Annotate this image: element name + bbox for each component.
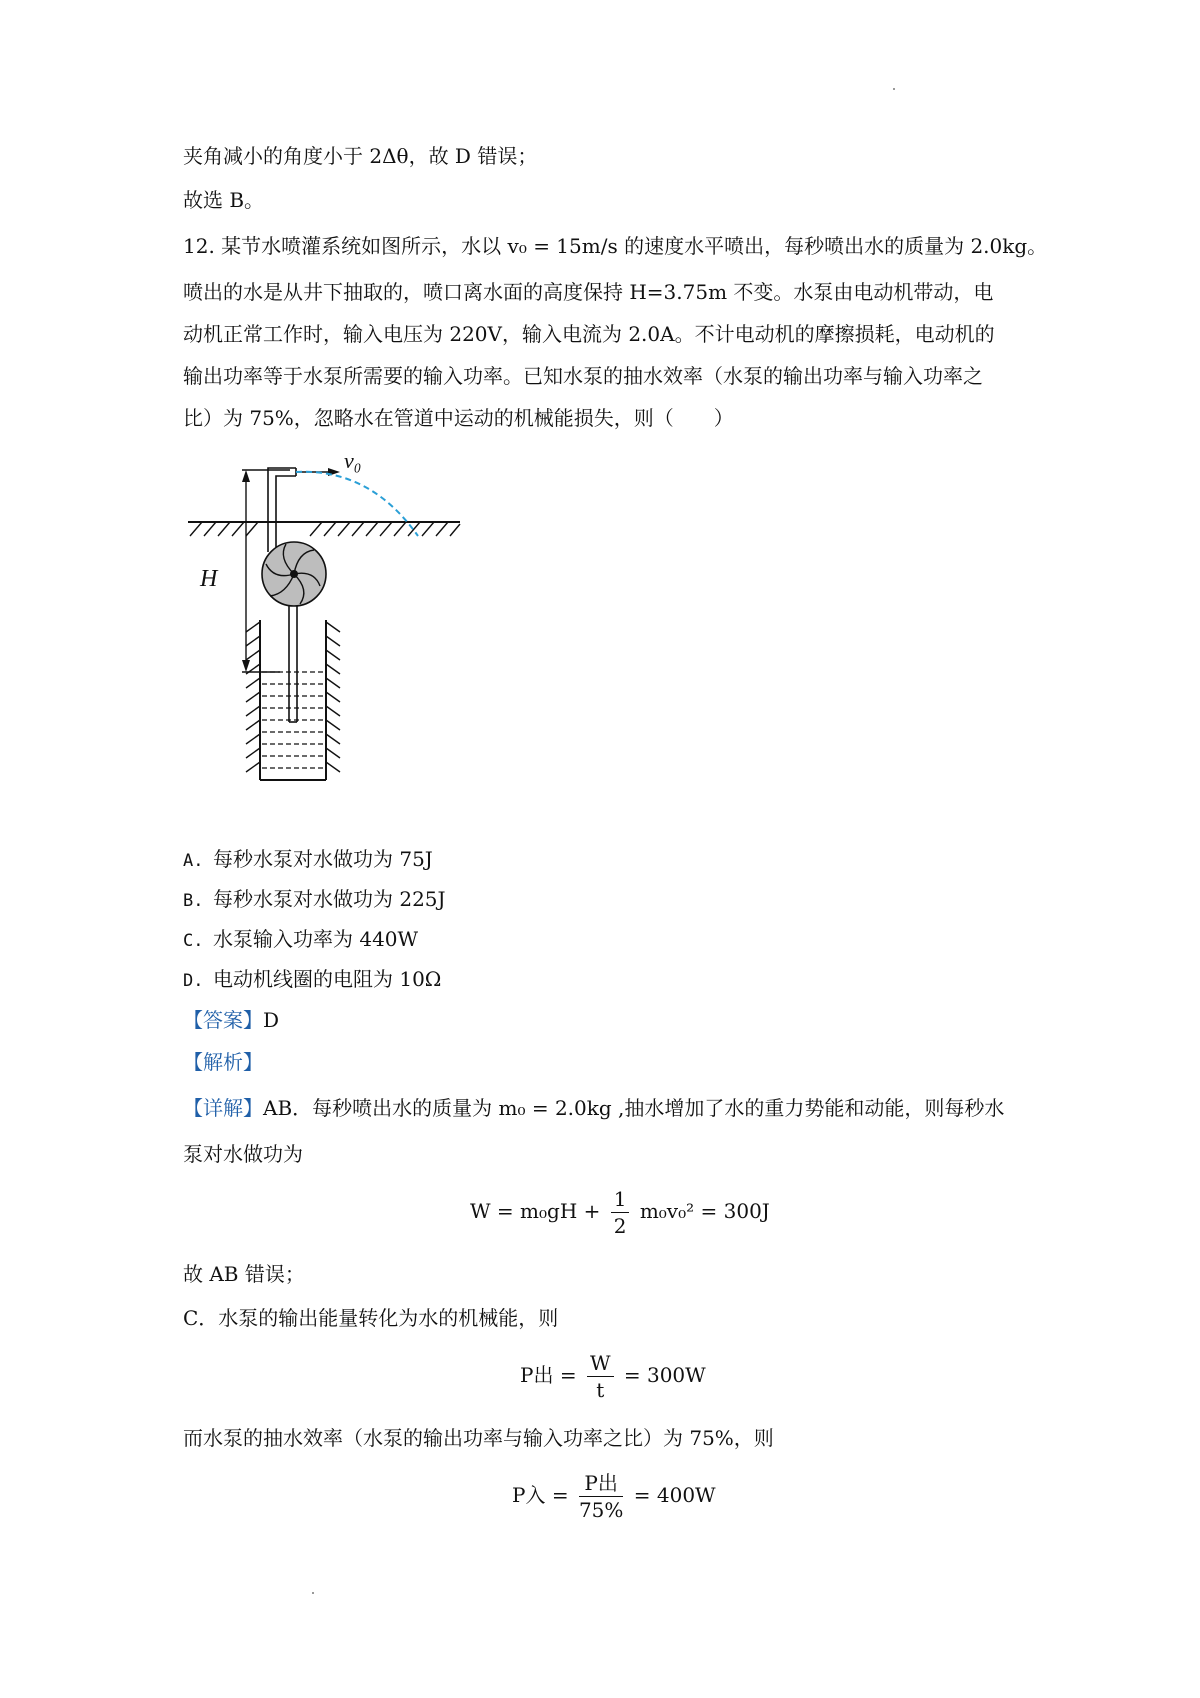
option-b: B. 每秒水泵对水做功为 225J <box>183 887 446 911</box>
scan-dot <box>312 1592 314 1594</box>
detail-line: 【详解】AB．每秒喷出水的质量为 m₀ = 2.0kg ,抽水增加了水的重力势能和动能，则每秒水 <box>183 1096 1005 1120</box>
question-line: 输出功率等于水泵所需要的输入功率。已知水泵的抽水效率（水泵的输出功率与输入功率之 <box>183 364 983 388</box>
detail-line: 故 AB 错误； <box>183 1262 305 1286</box>
analysis-line: 【解析】 <box>183 1050 263 1074</box>
question-line: 比）为 75%，忽略水在管道中运动的机械能损失，则（ ） <box>183 406 734 430</box>
option-c: C. 水泵输入功率为 440W <box>183 927 419 951</box>
option-a: A. 每秒水泵对水做功为 75J <box>183 847 433 871</box>
equation-input-power: P入 = $\frac{\text{P出}}{75\%}$ = 400W <box>512 1471 716 1522</box>
question-line: 喷出的水是从井下抽取的，喷口离水面的高度保持 H=3.75m 不变。水泵由电动机带动，电 <box>183 280 994 304</box>
answer-line: 【答案】D <box>183 1008 280 1032</box>
pump-wheel <box>262 542 326 606</box>
scan-dot <box>893 88 895 90</box>
label-H: H <box>200 566 218 592</box>
detail-line: 泵对水做功为 <box>183 1142 303 1166</box>
text-line: 故选 B。 <box>183 188 265 212</box>
question-line: 动机正常工作时，输入电压为 220V，输入电流为 2.0A。不计电动机的摩擦损耗，电动机的 <box>183 322 995 346</box>
detail-line: 而水泵的抽水效率（水泵的输出功率与输入功率之比）为 75%，则 <box>183 1426 774 1450</box>
label-v0: v₀ <box>344 448 362 473</box>
text-line: 夹角减小的角度小于 2Δθ，故 D 错误； <box>183 144 538 168</box>
option-d: D. 电动机线圈的电阻为 10Ω <box>183 967 442 991</box>
equation-work: W = m₀gH + $\frac{1}{2}$ m₀v₀² = 300J <box>470 1187 770 1238</box>
equation-output-power: P出 = $\frac{W}{t}$ = 300W <box>520 1351 706 1402</box>
detail-line: C．水泵的输出能量转化为水的机械能，则 <box>183 1306 559 1330</box>
pump-diagram <box>180 440 480 800</box>
question-line: 12. 某节水喷灌系统如图所示，水以 v₀ = 15m/s 的速度水平喷出，每秒喷出水的质量为 2.0kg。 <box>183 234 1048 258</box>
